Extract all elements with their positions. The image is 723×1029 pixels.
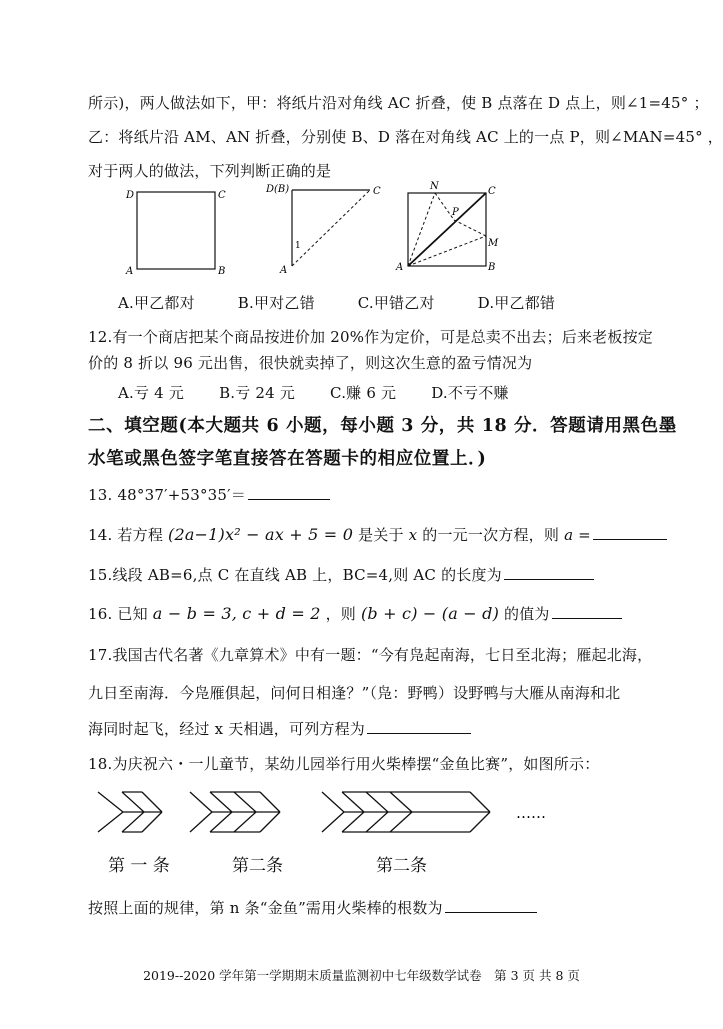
q11-options	[118, 292, 593, 313]
q14-equation: (2a−1)x² − ax + 5 = 0	[168, 525, 354, 544]
q18-caption-3: 第二条	[376, 856, 427, 876]
q17-line2: 九日至南海．今凫雁俱起，问何日相逢？”（凫：野鸭）设野鸭与大雁从南海和北	[88, 684, 621, 702]
q12-option-c: C.赚 6 元	[330, 384, 397, 402]
q14	[88, 524, 667, 545]
q12-line1: 12.有一个商店把某个商品按进价加 20%作为定价，可是总卖不出去；后来老板按定	[88, 328, 653, 346]
q16-answer-blank[interactable]	[552, 604, 622, 619]
f3-label-a: A	[396, 262, 404, 273]
q13-expression: 48°37′+53°35′＝	[117, 486, 246, 504]
q18-goldfish-figures	[90, 782, 560, 844]
q11-option-d: D.甲乙都错	[477, 294, 556, 312]
f3-label-m: M	[488, 238, 499, 249]
q14-prefix: 14. 若方程	[88, 526, 164, 544]
q14-answer-blank[interactable]	[593, 525, 667, 540]
q12-option-d: D.不亏不赚	[431, 384, 509, 402]
f3-label-b: B	[488, 262, 496, 273]
q16-prefix: 16. 已知	[88, 605, 148, 623]
q18-caption-1: 第 一 条	[108, 856, 170, 876]
goldfish-1	[98, 792, 162, 832]
f1-label-a: A	[126, 266, 134, 277]
q15	[88, 564, 594, 585]
q14-suffix: 的一元一次方程，则	[422, 526, 560, 544]
f2-label-c: C	[373, 186, 381, 197]
f3-label-c: C	[488, 186, 496, 197]
q11-line1: 所示)，两人做法如下，甲：将纸片沿对角线 AC 折叠，使 B 点落在 D 点上，则∠1=45° ；	[88, 94, 709, 112]
q11-line2: 乙：将纸片沿 AM、AN 折叠，分别使 B、D 落在对角线 AC 上的一点 P，则∠MAN=45° ，	[88, 128, 723, 146]
q15-answer-blank[interactable]	[504, 565, 594, 580]
f1-label-b: B	[218, 266, 226, 277]
q11-figure-2	[262, 178, 382, 278]
q13-answer-blank[interactable]	[248, 485, 330, 500]
f3-label-p: P	[452, 207, 459, 218]
goldfish-3	[322, 792, 490, 832]
q18-line2	[88, 897, 537, 918]
q11-figure-1	[120, 182, 230, 282]
section2-heading-line2: 水笔或黑色签字笔直接答在答题卡的相应位置上．)	[88, 449, 487, 469]
q12-option-b: B.亏 24 元	[219, 384, 296, 402]
q12-option-a: A.亏 4 元	[118, 384, 185, 402]
q18-line2-text: 按照上面的规律，第 n 条“金鱼”需用火柴棒的根数为	[88, 899, 443, 917]
q11-option-b: B.甲对乙错	[237, 294, 315, 312]
section2-heading-line1: 二、填空题(本大题共 6 小题，每小题 3 分，共 18 分．答题请用黑色墨	[88, 416, 677, 436]
q17-line1: 17.我国古代名著《九章算术》中有一题：“今有凫起南海，七日至北海；雁起北海，	[88, 646, 653, 664]
q18-answer-blank[interactable]	[445, 898, 537, 913]
q11-line3: 对于两人的做法，下列判断正确的是	[88, 162, 332, 180]
f3-label-n: N	[430, 181, 439, 192]
q16-mid: ，则	[325, 605, 356, 623]
q14-mid: 是关于	[358, 526, 404, 544]
q14-var: x	[408, 526, 418, 544]
page-footer: 2019--2020 学年第一学期期末质量监测初中七年级数学试卷 第 3 页 共 8 页	[143, 968, 580, 983]
goldfish-2	[190, 792, 280, 832]
q11-figure-3	[392, 178, 502, 278]
q15-text: 15.线段 AB=6,点 C 在直线 AB 上，BC=4,则 AC 的长度为	[88, 566, 502, 584]
q18-line1: 18.为庆祝六・一儿童节，某幼儿园举行用火柴棒摆“金鱼比赛”，如图所示：	[88, 755, 600, 773]
q11-option-a: A.甲乙都对	[118, 294, 195, 312]
q17-answer-blank[interactable]	[367, 719, 471, 734]
q16-given: a − b = 3, c + d = 2	[152, 604, 321, 623]
q16-suffix: 的值为	[504, 605, 550, 623]
q13-number: 13.	[88, 486, 113, 504]
q11-option-c: C.甲错乙对	[357, 294, 435, 312]
q17-line3	[88, 718, 471, 739]
q16-expression: (b + c) − (a − d)	[360, 604, 500, 623]
q17-line3-text: 海同时起飞，经过 x 天相遇，可列方程为	[88, 720, 365, 738]
f1-label-d: D	[126, 190, 135, 201]
f2-label-db: D(B)	[266, 184, 290, 195]
q18-ellipsis: ……	[516, 804, 546, 822]
q14-answer-var: a =	[564, 526, 591, 544]
q12-options	[118, 382, 547, 403]
q18-caption-2: 第二条	[232, 856, 283, 876]
q13	[88, 484, 330, 505]
q12-line2: 价的 8 折以 96 元出售，很快就卖掉了，则这次生意的盈亏情况为	[88, 354, 533, 372]
q16	[88, 603, 622, 624]
f1-label-c: C	[218, 190, 226, 201]
f2-label-1: 1	[295, 241, 301, 251]
f2-label-a: A	[280, 265, 288, 276]
